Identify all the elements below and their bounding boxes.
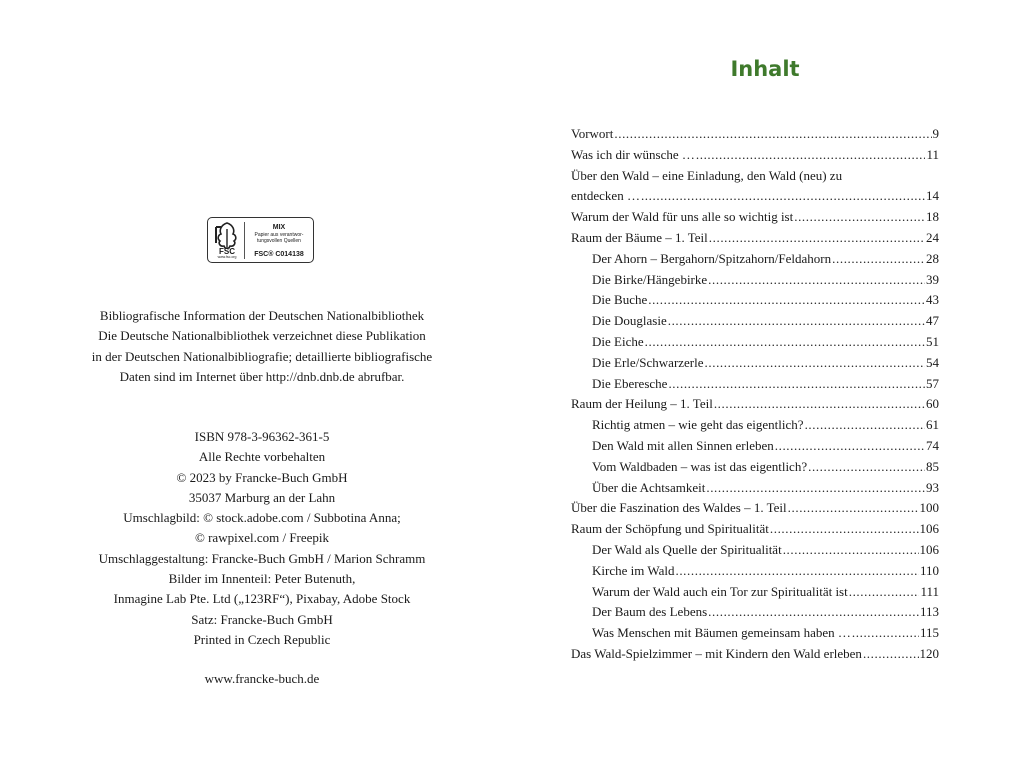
toc-entry-label: Über die Faszination des Waldes – 1. Teil	[571, 500, 787, 516]
toc-dot-leader	[709, 228, 925, 249]
toc-entry-page: 111	[920, 583, 939, 599]
toc-entry-label: Vom Waldbaden – was ist das eigentlich?	[592, 458, 808, 474]
interior-image-credit: Inmagine Lab Pte. Ltd („123RF“), Pixabay, Adobe Stock	[113, 591, 411, 607]
toc-entry-page: 106	[919, 541, 939, 557]
toc-entry	[571, 228, 939, 249]
toc-dot-leader	[770, 519, 919, 540]
toc-entry-page: 115	[919, 625, 939, 641]
toc-dot-leader	[668, 311, 925, 332]
toc-dot-leader	[645, 332, 925, 353]
toc-entry-page: 61	[926, 417, 939, 433]
toc-entry-page: 120	[919, 645, 939, 661]
rights-info	[40, 427, 484, 650]
fsc-logo	[207, 217, 314, 263]
toc-entry-label: Die Birke/Hängebirke	[592, 271, 708, 287]
toc-subentry	[571, 457, 939, 478]
toc-entry-page: 28	[926, 250, 939, 266]
toc-subentry	[571, 311, 939, 332]
toc-entry-page: 47	[926, 313, 939, 329]
toc-entry-label: Die Erle/Schwarzerle	[592, 354, 704, 370]
rights-line: Alle Rechte vorbehalten	[198, 449, 326, 465]
toc-entry-page: 60	[926, 396, 939, 412]
toc-dot-leader	[832, 249, 925, 270]
toc-entry-label: Raum der Schöpfung und Spiritualität	[571, 521, 769, 537]
address-line: 35037 Marburg an der Lahn	[188, 489, 336, 505]
publisher-website	[40, 669, 484, 689]
toc-entry-page: 85	[926, 458, 939, 474]
isbn-line: ISBN 978-3-96362-361-5	[194, 429, 330, 444]
toc-entry-page: 110	[919, 562, 939, 578]
toc-subentry	[571, 374, 939, 395]
toc-dot-leader	[668, 374, 925, 395]
toc-entry-label: Die Eberesche	[592, 375, 668, 391]
toc-entry-label: Die Buche	[592, 292, 648, 308]
toc-entry-label: Über die Achtsamkeit	[592, 479, 706, 495]
toc-dot-leader	[705, 353, 925, 374]
toc-dot-leader	[641, 186, 925, 207]
toc-entry-page: 113	[919, 604, 939, 620]
toc-dot-leader	[808, 457, 925, 478]
toc-entry	[571, 519, 939, 540]
toc-entry-label: Raum der Bäume – 1. Teil	[571, 229, 708, 245]
website-link: www.francke-buch.de	[204, 671, 320, 686]
fsc-subtitle	[246, 232, 312, 244]
toc-dot-leader	[706, 478, 925, 499]
copyright-line: © 2023 by Francke-Buch GmbH	[176, 469, 348, 485]
toc-entry-label: Vorwort	[571, 126, 614, 141]
toc-entry-label: Richtig atmen – wie geht das eigentlich?	[592, 417, 804, 433]
toc-entry-label: Kirche im Wald	[592, 562, 675, 578]
printing-info: Printed in Czech Republic	[193, 631, 331, 647]
biblio-line: in der Deutschen Nationalbibliografie; detaillierte bibliografische	[91, 348, 433, 364]
biblio-line: Die Deutsche Nationalbibliothek verzeichnet diese Publikation	[98, 328, 426, 344]
toc-subentry	[571, 270, 939, 291]
toc-dot-leader	[708, 602, 919, 623]
toc-entry-label: Die Douglasie	[592, 313, 667, 329]
toc-entry-page: 93	[926, 479, 939, 495]
toc-subentry	[571, 540, 939, 561]
toc-dot-leader	[852, 623, 919, 644]
toc-entry-label: Warum der Wald auch ein Tor zur Spiritualität ist	[592, 583, 848, 599]
toc-entry	[571, 394, 939, 415]
fsc-divider	[244, 222, 245, 259]
cover-design-credit: Umschlaggestaltung: Francke-Buch GmbH / Marion Schramm	[98, 550, 426, 566]
toc-entry-label: Der Wald als Quelle der Spiritualität	[592, 541, 782, 557]
biblio-line: Bibliografische Information der Deutschen Nationalbibliothek	[99, 308, 425, 323]
toc-dot-leader	[794, 207, 925, 228]
toc-entry-page: 43	[926, 292, 939, 308]
bibliographic-info	[40, 306, 484, 387]
toc-dot-leader	[849, 582, 920, 603]
toc-dot-leader	[648, 290, 925, 311]
toc-entry	[571, 207, 939, 228]
toc-entry-page: 57	[926, 375, 939, 391]
toc-subentry	[571, 332, 939, 353]
toc-entry	[571, 644, 939, 665]
toc-entry	[571, 498, 939, 519]
toc-entry-label: Das Wald-Spielzimmer – mit Kindern den Wald erleben	[571, 645, 862, 661]
toc-subentry	[571, 290, 939, 311]
typesetting-credit: Satz: Francke-Buch GmbH	[191, 611, 333, 627]
fsc-brand-text: FSC	[219, 247, 235, 256]
toc-subentry	[571, 561, 939, 582]
toc-entry-label: Den Wald mit allen Sinnen erleben	[592, 437, 774, 453]
toc-entry-page: 14	[926, 188, 939, 204]
toc-dot-leader	[714, 394, 925, 415]
contents-page	[510, 0, 1020, 763]
toc-entry-label-line1: Über den Wald – eine Einladung, den Wald (neu) zu	[571, 167, 843, 183]
page-title: Inhalt	[730, 57, 800, 81]
fsc-mix-label: MIX	[272, 224, 286, 231]
toc-dot-leader	[788, 498, 919, 519]
toc-entry-page: 39	[926, 271, 939, 287]
toc-subentry	[571, 436, 939, 457]
toc-subentry	[571, 249, 939, 270]
toc-dot-leader	[614, 124, 931, 145]
toc-entry-page: 100	[919, 500, 939, 516]
toc-dot-leader	[708, 270, 925, 291]
toc-entry-label: Der Baum des Lebens	[592, 604, 708, 620]
toc-entry	[571, 124, 939, 145]
fsc-license-code: FSC® C014138	[254, 251, 304, 258]
toc-subentry	[571, 582, 939, 603]
cover-image-credit: © rawpixel.com / Freepik	[194, 530, 330, 546]
fsc-subtitle-line: tungsvollen Quellen	[257, 238, 301, 244]
toc-entry-label: Warum der Wald für uns alle so wichtig ist	[571, 209, 794, 225]
toc-entry-page: 9	[932, 126, 939, 141]
toc-entry-page: 74	[926, 437, 939, 453]
toc-entry-page: 54	[926, 354, 939, 370]
toc-entry-label: entdecken …	[571, 188, 640, 204]
table-of-contents	[571, 124, 939, 665]
toc-subentry	[571, 478, 939, 499]
toc-subentry	[571, 415, 939, 436]
toc-entry-label: Die Eiche	[592, 333, 644, 349]
toc-subentry	[571, 353, 939, 374]
interior-image-credit: Bilder im Innenteil: Peter Butenuth,	[168, 571, 356, 587]
fsc-url-text: www.fsc.org	[217, 255, 237, 259]
toc-entry-page: 18	[926, 209, 939, 225]
fsc-subtitle-line: Papier aus verantwor-	[254, 232, 304, 238]
toc-dot-leader	[863, 644, 919, 665]
toc-entry-page: 24	[926, 229, 939, 245]
toc-dot-leader	[675, 561, 919, 582]
toc-entry-page: 11	[926, 146, 939, 162]
toc-dot-leader	[775, 436, 925, 457]
toc-dot-leader	[805, 415, 925, 436]
toc-entry-label: Was ich dir wünsche …	[571, 146, 695, 162]
toc-entry-page: 106	[919, 521, 939, 537]
toc-subentry	[571, 623, 939, 644]
toc-dot-leader	[696, 145, 926, 166]
toc-entry-page: 51	[926, 333, 939, 349]
toc-entry-label: Der Ahorn – Bergahorn/Spitzahorn/Feldahorn	[592, 250, 832, 266]
toc-entry-label: Raum der Heilung – 1. Teil	[571, 396, 713, 412]
cover-image-credit: Umschlagbild: © stock.adobe.com / Subbotina Anna;	[123, 510, 401, 526]
biblio-line: Daten sind im Internet über http://dnb.dnb.de abrufbar.	[119, 368, 405, 384]
toc-dot-leader	[783, 540, 919, 561]
toc-entry	[571, 145, 939, 166]
toc-subentry	[571, 602, 939, 623]
toc-entry-label: Was Menschen mit Bäumen gemeinsam haben …	[592, 625, 851, 641]
toc-entry	[571, 186, 939, 207]
